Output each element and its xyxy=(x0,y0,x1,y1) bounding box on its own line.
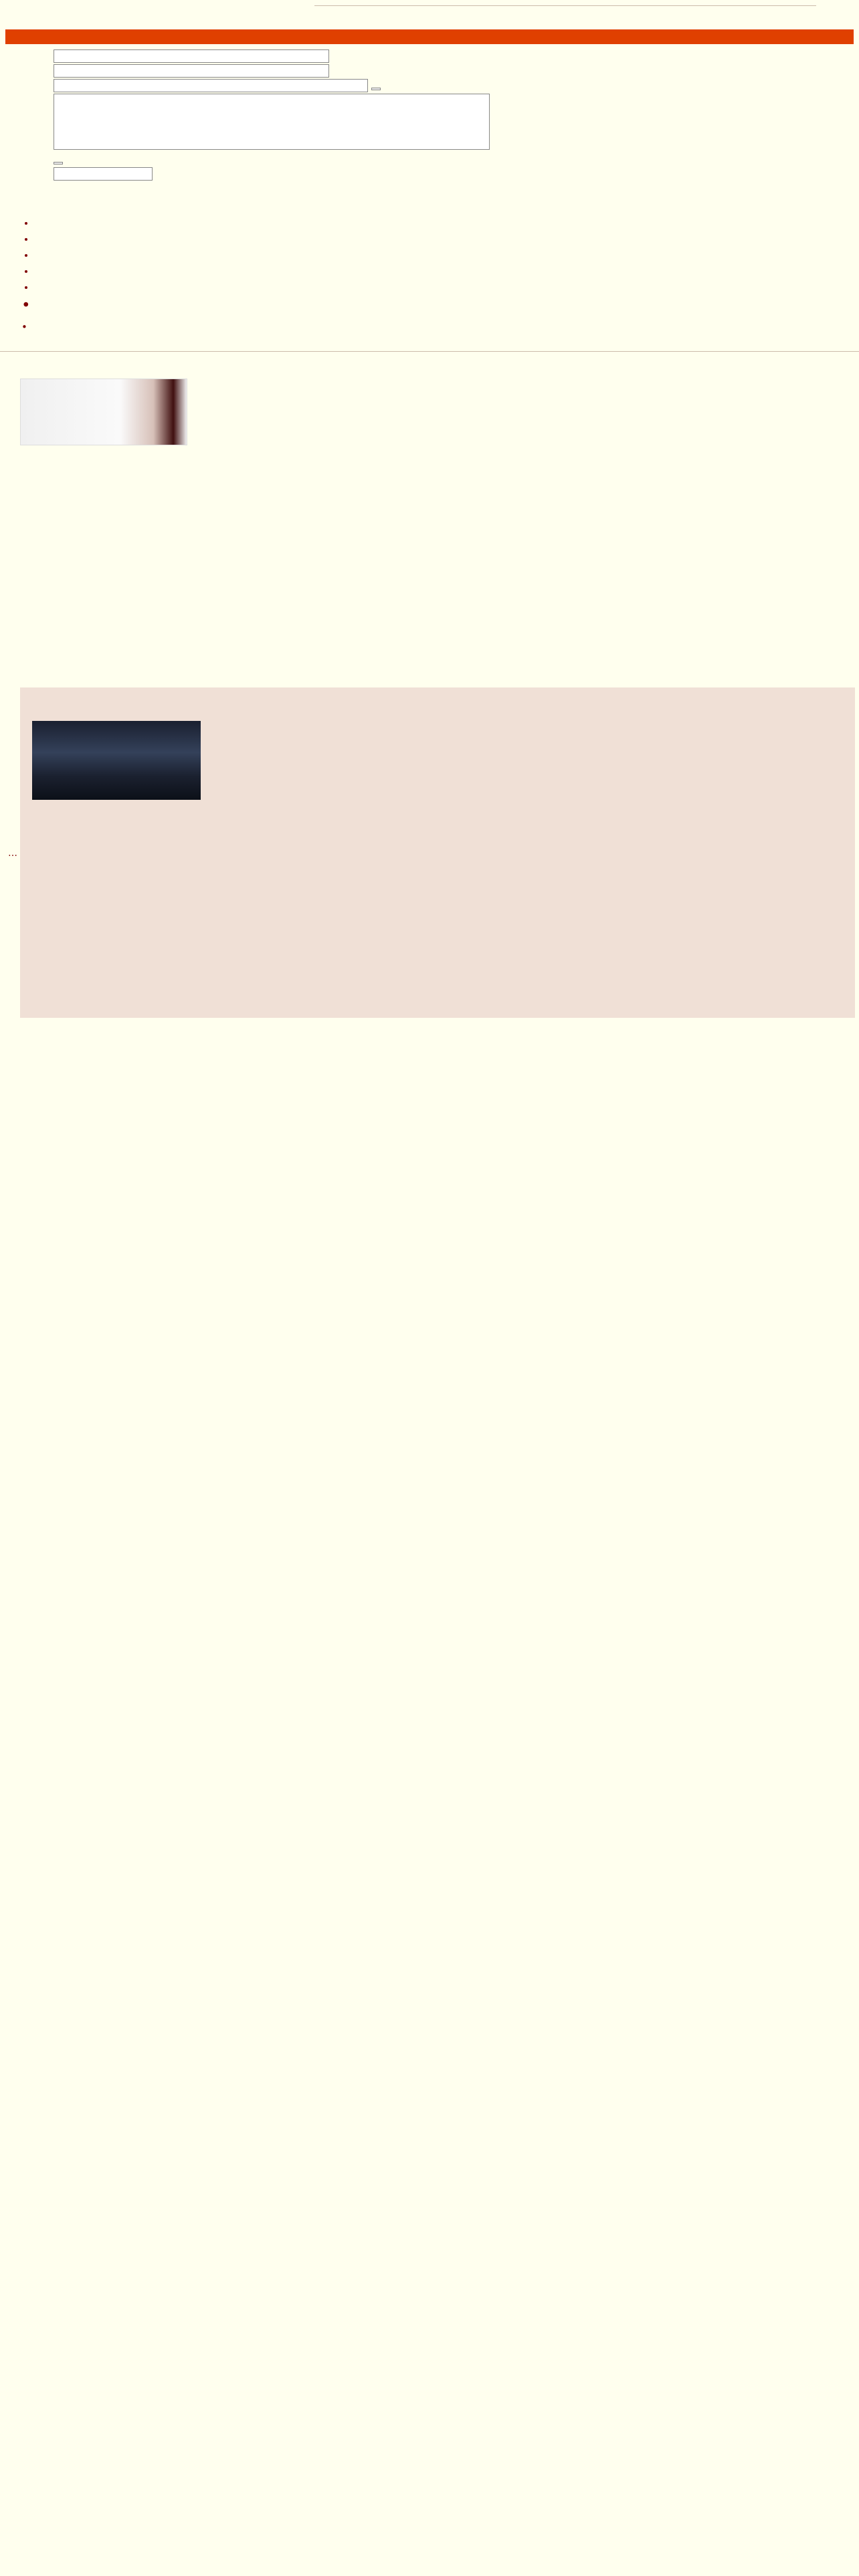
top-divider xyxy=(314,5,816,6)
email-label xyxy=(7,64,52,78)
submit-button[interactable] xyxy=(371,88,381,90)
comment-label xyxy=(7,94,52,152)
choose-file-button[interactable] xyxy=(54,162,63,165)
op-thumbnail-image[interactable] xyxy=(20,379,187,445)
email-input[interactable] xyxy=(54,64,329,78)
page: • • … xyxy=(0,0,859,2576)
board-info-list xyxy=(12,215,35,296)
reply-form xyxy=(5,48,491,182)
delete-key-label xyxy=(7,167,52,181)
reply-ellipsis: … xyxy=(8,848,17,859)
reply-mode-bar xyxy=(5,29,854,44)
name-input[interactable] xyxy=(54,49,329,63)
section-divider xyxy=(0,351,859,352)
subject-label xyxy=(7,79,52,92)
catalog-nav: • xyxy=(21,321,27,333)
file-label xyxy=(7,154,52,166)
reply-thumbnail-image[interactable] xyxy=(32,721,201,800)
reply-post-1 xyxy=(20,687,855,1018)
name-label xyxy=(7,49,52,63)
subject-input[interactable] xyxy=(54,79,368,92)
comment-textarea[interactable] xyxy=(54,94,490,150)
delete-key-input[interactable] xyxy=(54,167,153,181)
